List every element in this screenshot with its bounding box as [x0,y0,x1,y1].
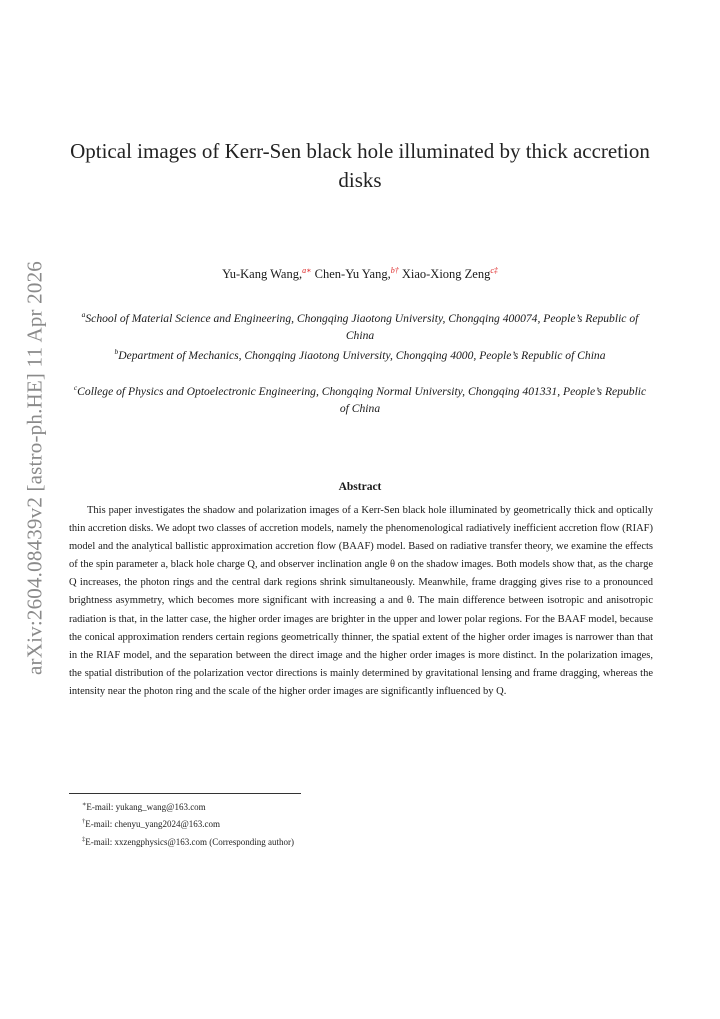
affiliation-c [70,379,650,418]
author-name: Yu-Kang Wang, [222,267,303,282]
paper-title: Optical images of Kerr-Sen black hole illuminated by thick accretion disks [70,139,650,192]
author-name: Xiao-Xiong Zeng [401,267,491,282]
abstract-heading: Abstract [338,481,382,493]
affiliation-mark: a [81,310,86,319]
footnote-rule [69,793,301,794]
footnote-mark: ‡ [82,836,86,843]
footnote-mark: ∗ [82,801,87,808]
footnote-text: E-mail: xxzengphysics@163.com (Corresponding author) [85,837,294,847]
affiliation-text: Department of Mechanics, Chongqing Jiaotong University, Chongqing 4000, People’s Republic of China [118,348,606,362]
footnote-email-1 [82,800,206,812]
author-list [70,266,650,282]
affiliation-text: College of Physics and Optoelectronic Engineering, Chongqing Normal University, Chongqing 401331, People’s Republic of China [77,384,647,416]
affiliation-mark: b [114,347,119,356]
abstract-text: This paper investigates the shadow and polarization images of a Kerr-Sen black hole illuminated by geometrically thick and optically thin accretion disks. We adopt two classes of accretion models, namely the phenomenological radiatively inefficient accretion flow (RIAF) model and the analytical ballistic approximation accretion flow (BAAF) model. Based on radiative transfer theory, we examine the effects of the spin parameter a, black hole charge Q, and observer inclination angle θ on the shadow images. Both models show that, as the charge Q increases, the photon rings and the central dark regions shrink simultaneously. Meanwhile, frame dragging gives rise to a pronounced brightness asymmetry, which becomes more significant with increasing a and θ. The main difference between isotropic and anisotropic radiation is that, in the latter case, the higher order images are brighter in the upper and lower polar regions. For the BAAF model, because the conical approximation renders certain regions geometrically thinner, the spatial extent of the higher order images is narrower than that in the RIAF model, and the separation between the direct image and the higher order images is more distinct. In the polarization images, the spatial distribution of the polarization vector directions is mainly determined by gravitational lensing and frame dragging, whereas the intensity near the photon ring and the scale of the higher order images are significantly influenced by Q. [69,505,653,697]
footnote-text: E-mail: chenyu_yang2024@163.com [85,819,221,829]
arxiv-sidebar-stamp [20,261,50,675]
affiliation-text: School of Material Science and Engineering, Chongqing Jiaotong University, Chongqing 400074, People’s Republic of China [85,311,639,343]
arxiv-identifier: arXiv:2604.08439v2 [astro-ph.HE] 11 Apr 2026 [22,261,47,675]
author-mark: a∗ [302,266,312,275]
author-mark: b† [390,266,399,275]
footnote-email-3 [82,836,294,847]
affiliation-mark: c [73,383,78,392]
footnote-mark: † [82,818,86,825]
affiliation-b [70,343,650,364]
author-name: Chen-Yu Yang, [314,267,391,282]
footnote-text: E-mail: yukang_wang@163.com [86,802,206,812]
author-mark: c‡ [490,266,498,275]
footnote-email-2 [82,818,220,829]
affiliation-a [70,306,650,345]
